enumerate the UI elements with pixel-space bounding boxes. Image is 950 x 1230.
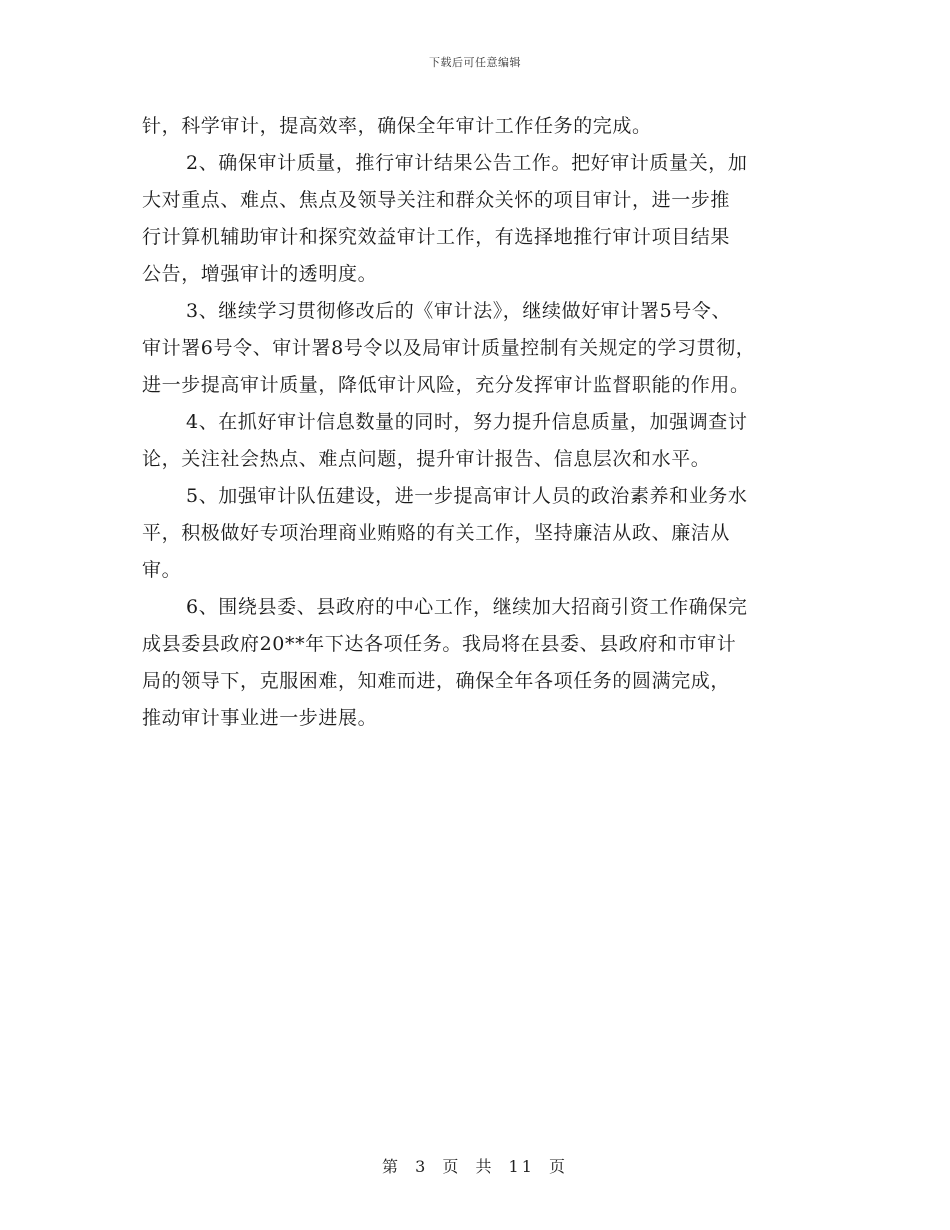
text-line: 针，科学审计，提高效率，确保全年审计工作任务的完成。 bbox=[142, 115, 652, 137]
paragraph-2-line: 2、确保审计质量，推行审计结果公告工作。把好审计质量关，加 bbox=[186, 152, 748, 174]
text-line: 审。 bbox=[142, 559, 182, 581]
paragraph-4-line: 4、在抓好审计信息数量的同时，努力提升信息质量，加强调查讨 bbox=[186, 411, 748, 433]
paragraph-6-line: 6、围绕县委、县政府的中心工作，继续加大招商引资工作确保完 bbox=[186, 596, 748, 618]
text-line: 论，关注社会热点、难点问题，提升审计报告、信息层次和水平。 bbox=[142, 448, 711, 470]
document-body bbox=[142, 108, 812, 737]
text-line: 行计算机辅助审计和探究效益审计工作，有选择地推行审计项目结果 bbox=[142, 226, 731, 248]
text-line: 进一步提高审计质量，降低审计风险，充分发挥审计监督职能的作用。 bbox=[142, 374, 750, 396]
text-line: 局的领导下，克服困难，知难而进，确保全年各项任务的圆满完成， bbox=[142, 670, 731, 692]
page-number: 第 3 页 共 11 页 bbox=[382, 1157, 568, 1176]
text-line: 推动审计事业进一步进展。 bbox=[142, 707, 378, 729]
text-line: 审计署6号令、审计署8号令以及局审计质量控制有关规定的学习贯彻， bbox=[142, 337, 756, 359]
text-line: 成县委县政府20**年下达各项任务。我局将在县委、县政府和市审计 bbox=[142, 633, 737, 655]
text-line: 公告，增强审计的透明度。 bbox=[142, 263, 378, 285]
text-line: 平，积极做好专项治理商业贿赂的有关工作，坚持廉洁从政、廉洁从 bbox=[142, 522, 731, 544]
paragraph-5-line: 5、加强审计队伍建设，进一步提高审计人员的政治素养和业务水 bbox=[186, 485, 748, 507]
text-line: 大对重点、难点、焦点及领导关注和群众关怀的项目审计，进一步推 bbox=[142, 189, 731, 211]
header-note: 下载后可任意编辑 bbox=[429, 56, 521, 69]
paragraph-3-line: 3、继续学习贯彻修改后的《审计法》，继续做好审计署5号令、 bbox=[186, 300, 732, 322]
